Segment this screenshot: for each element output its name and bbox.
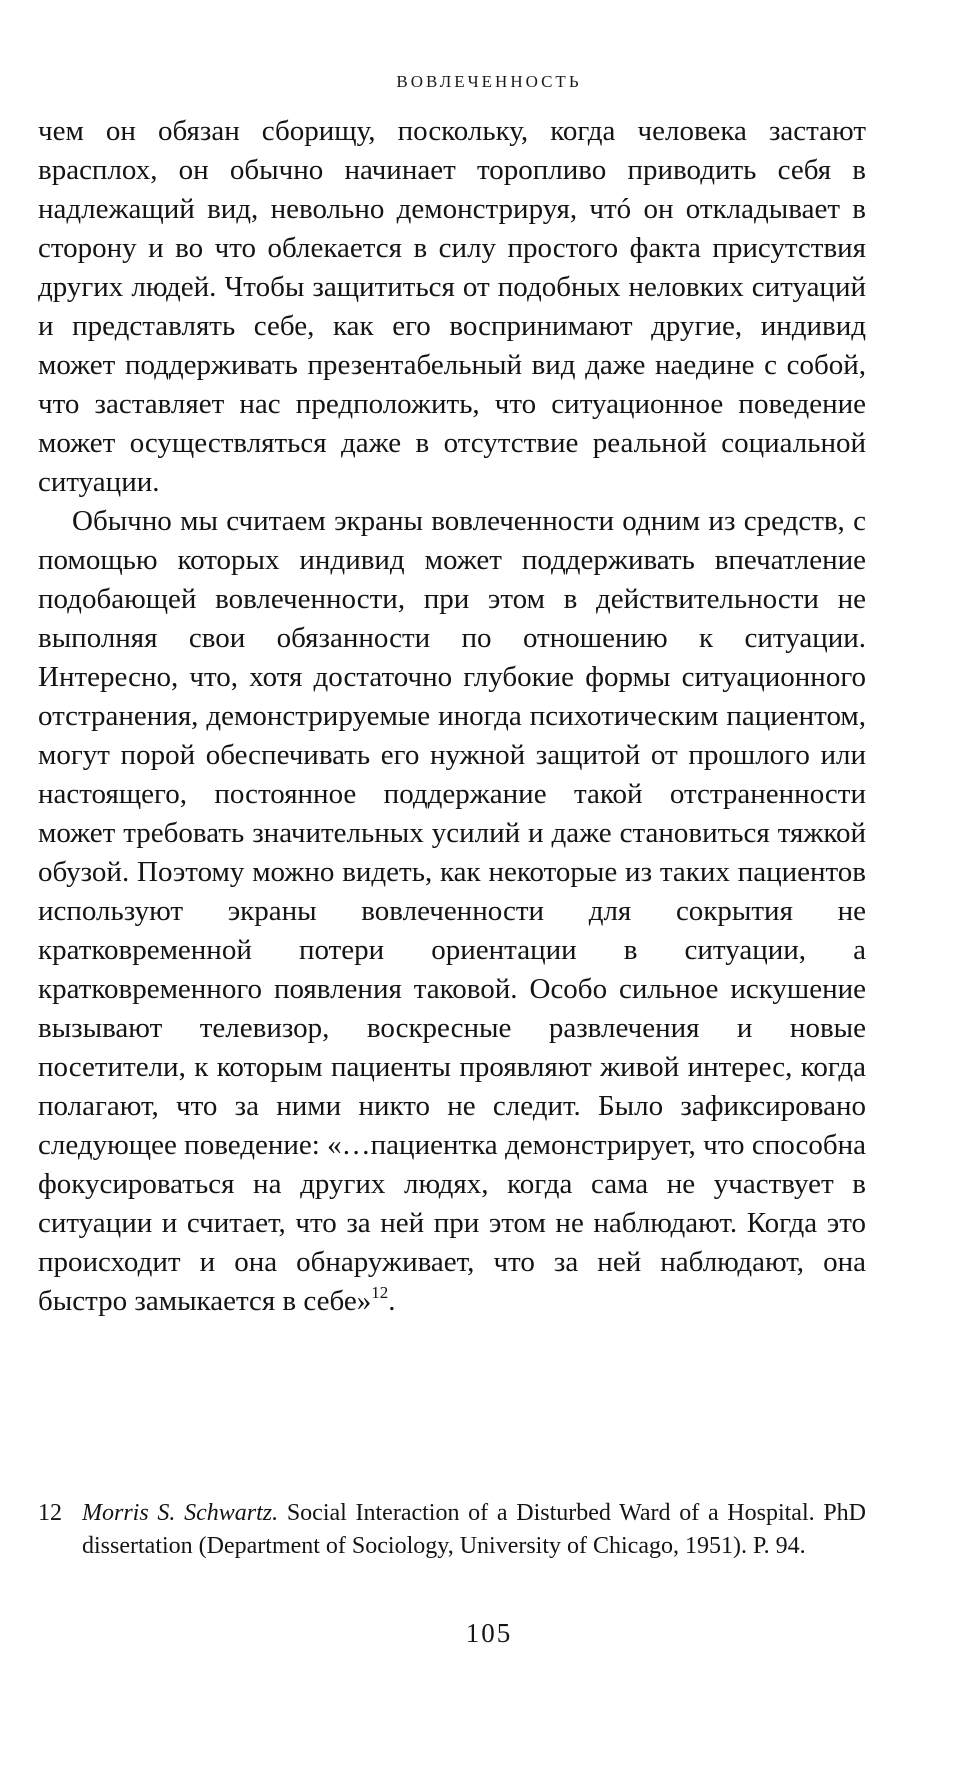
footnote-author: Morris S. Schwartz. [82, 1500, 279, 1526]
paragraph-continued: чем он обязан сборищу, поскольку, когда человека застают врасплох, он обычно начинает торопливо приводить себя в надлежащий вид, невольно демонстрируя, чтó он откладывает в сторону и во что облекается в силу простого факта присутствия других людей. Чтобы защититься от подобных неловких ситуаций и представлять себе, как его воспринимают другие, индивид может поддерживать презентабельный вид даже наедине с собой, что заставляет нас предположить, что ситуационное поведение может осуществляться даже в отсутствие реальной социальной ситуации. [38, 115, 866, 498]
paragraph-screens [38, 502, 866, 1321]
footnote-text: Social Interaction of a Disturbed Ward of a Hospital. PhD dissertation (Department of Sociology, University of Chicago, 1951). P. 94. [82, 1500, 867, 1559]
paragraph-screens-text: Обычно мы считаем экраны вовлеченности одним из средств, с помощью которых индивид может поддерживать впечатление подобающей вовлеченности, при этом в действительности не выполняя свои обязанности по отношению к ситуации. Интересно, что, хотя достаточно глубокие формы ситуационного отстранения, демонстрируемые иногда психотическим пациентом, могут порой обеспечивать его нужной защитой от прошлого или настоящего, постоянное поддержание такой отстраненности может требовать значительных усилий и даже становиться тяжкой обузой. Поэтому можно видеть, как некоторые из таких пациентов используют экраны вовлеченности для сокрытия не кратковременной потери ориентации в ситуации, а кратковременного появления таковой. Особо сильное искушение вызывают телевизор, воскресные развлечения и новые посетители, к которым пациенты проявляют живой интерес, когда полагают, что за ними никто не следит. Было зафиксировано следующее поведение: «…пациентка демонстрирует, что способна фокусироваться на других людях, когда сама не участвует в ситуации и считает, что за ней при этом не наблюдают. Когда это происходит и она обнаруживает, что за ней наблюдают, она быстро замыкается в себе» [38, 505, 866, 1317]
page-number: 105 [465, 1618, 513, 1648]
footnote-number: 12 [38, 1500, 62, 1526]
footnote [38, 1497, 866, 1563]
footnote-body [82, 1497, 866, 1563]
footnote-reference[interactable]: 12 [371, 1283, 389, 1302]
paragraph-end-period: . [388, 1285, 396, 1317]
running-head: ВОВЛЕЧЕННОСТЬ [396, 72, 582, 91]
main-text [38, 112, 866, 1321]
